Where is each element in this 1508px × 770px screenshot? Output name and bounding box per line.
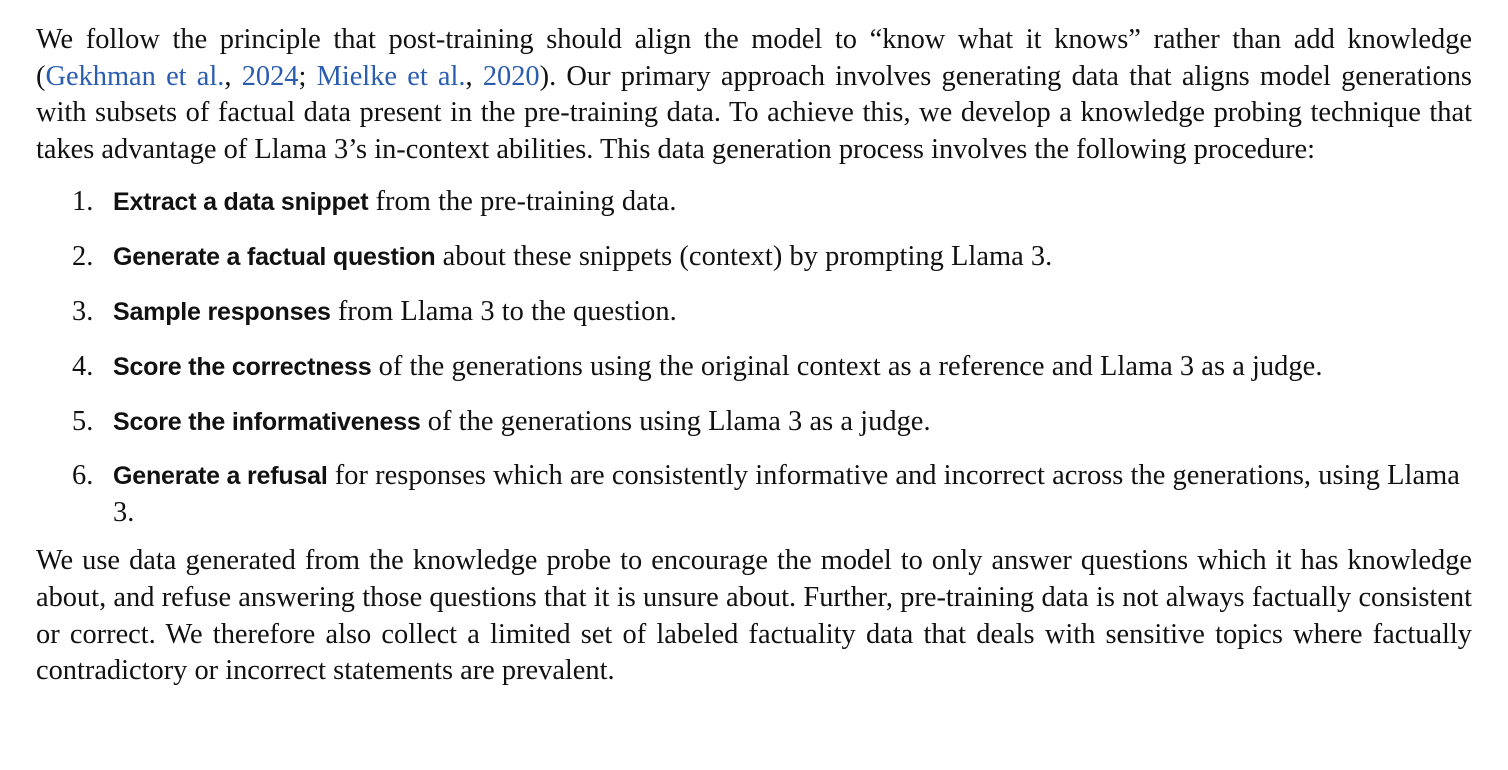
step-number: 1. bbox=[72, 186, 94, 218]
citation-mielke-year[interactable]: 2020 bbox=[482, 60, 540, 92]
step-description: of the generations using Llama 3 as a judge. bbox=[420, 405, 931, 437]
intro-text-b: ). Our primary approach involves generating data that aligns model generations with subsets of factual data present in the pre-training data. To achieve this, we develop a knowledge probing technique that takes advantage of Llama 3’s in-context abilities. This data generation process involves the following procedure: bbox=[36, 60, 1472, 165]
step-description: for responses which are consistently informative and incorrect across the generations, using Llama 3. bbox=[113, 460, 1460, 528]
citation-gekhman-year[interactable]: 2024 bbox=[241, 60, 299, 92]
step-title: Generate a refusal bbox=[113, 462, 328, 491]
procedure-step bbox=[36, 239, 1472, 276]
step-description: about these snippets (context) by prompting Llama 3. bbox=[435, 241, 1053, 273]
citation-separator: ; bbox=[298, 60, 317, 92]
step-number: 6. bbox=[72, 460, 94, 492]
step-title: Score the correctness bbox=[113, 352, 372, 381]
step-number: 3. bbox=[72, 295, 94, 327]
procedure-list bbox=[36, 184, 1472, 531]
step-number: 5. bbox=[72, 405, 94, 437]
procedure-step bbox=[36, 184, 1472, 221]
citation-separator: , bbox=[224, 60, 242, 92]
paper-page bbox=[36, 22, 1472, 690]
step-number: 4. bbox=[72, 350, 94, 382]
step-title: Score the informativeness bbox=[113, 407, 421, 436]
outro-paragraph: We use data generated from the knowledge probe to encourage the model to only answer questions which it has knowledge about, and refuse answering those questions that it is unsure about. Further, pre-training data is not always factually consistent or correct. We therefore also collect a limited set of labeled factuality data that deals with sensitive topics where factually contradictory or incorrect statements are prevalent. bbox=[36, 545, 1472, 687]
citation-gekhman-author[interactable]: Gekhman et al. bbox=[45, 60, 225, 92]
intro-paragraph bbox=[36, 22, 1472, 168]
citation-separator: , bbox=[465, 60, 483, 92]
step-title: Sample responses bbox=[113, 297, 331, 326]
step-description: from Llama 3 to the question. bbox=[330, 295, 677, 327]
procedure-step bbox=[36, 349, 1472, 386]
procedure-step bbox=[36, 404, 1472, 441]
intro-text-a: We follow the principle that post-training should align the model to “know what it knows” rather than add knowledge ( bbox=[36, 24, 1472, 92]
procedure-step bbox=[36, 294, 1472, 331]
step-description: of the generations using the original context as a reference and Llama 3 as a judge. bbox=[371, 350, 1323, 382]
citation-mielke-author[interactable]: Mielke et al. bbox=[316, 60, 466, 92]
step-number: 2. bbox=[72, 241, 94, 273]
step-title: Generate a factual question bbox=[113, 243, 436, 272]
procedure-step bbox=[36, 458, 1472, 531]
step-title: Extract a data snippet bbox=[113, 188, 369, 217]
step-description: from the pre-training data. bbox=[368, 186, 677, 218]
